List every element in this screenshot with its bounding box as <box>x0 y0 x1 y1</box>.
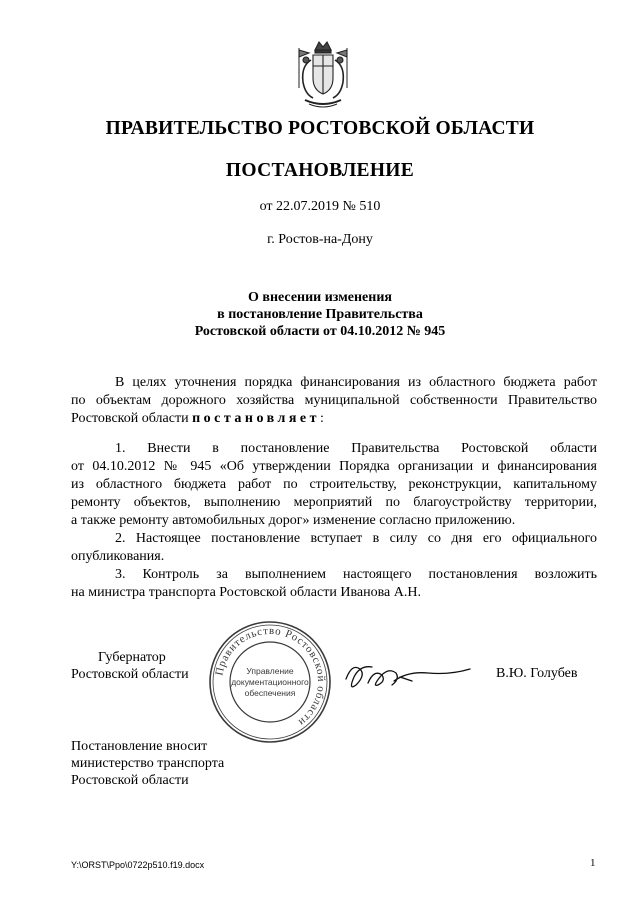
preamble-colon: : <box>320 411 324 426</box>
subject-line: О внесении изменения <box>248 290 392 305</box>
handwritten-signature <box>338 655 478 695</box>
decree-word: постановляет <box>192 411 321 426</box>
preamble-line: по объектам дорожного хозяйства муниципальной собственности Правительство <box>71 393 597 408</box>
item-line: 1. Внести в постановление Правительства Ростовской области <box>115 441 597 456</box>
introduced-by-line: Ростовской области <box>71 773 189 788</box>
document-date-number: от 22.07.2019 № 510 <box>259 199 381 214</box>
position-line: Губернатор <box>98 650 166 665</box>
signatory-position <box>71 649 189 683</box>
coat-of-arms-icon <box>291 38 355 110</box>
government-title: ПРАВИТЕЛЬСТВО РОСТОВСКОЙ ОБЛАСТИ <box>105 118 535 139</box>
preamble-line-text: Ростовской области <box>71 411 193 426</box>
file-path: Y:\ORST\Ppo\0722p510.f19.docx <box>71 860 205 870</box>
introduced-by <box>71 738 224 789</box>
item-line: а также ремонту автомобильных дорог» изменение согласно приложению. <box>71 513 516 528</box>
introduced-by-line: Постановление вносит <box>71 739 208 754</box>
svg-text:Правительство Ростовской облас: Правительство Ростовской области <box>213 624 328 729</box>
document-subject <box>0 289 640 340</box>
item-line: опубликования. <box>71 549 165 564</box>
item-line: 2. Настоящее постановление вступает в силу со дня его официального <box>115 531 597 546</box>
item-line: на министра транспорта Ростовской области Иванова А.Н. <box>71 585 421 600</box>
subject-line: в постановление Правительства <box>217 307 423 322</box>
svg-text:Управление: Управление <box>246 666 294 676</box>
position-line: Ростовской области <box>71 667 189 682</box>
item-line: ремонту объектов, выполнению мероприятий по благоустройству территории, <box>71 495 597 510</box>
item-2 <box>71 530 597 566</box>
official-seal <box>205 618 335 746</box>
document-city: г. Ростов-на-Дону <box>267 232 373 247</box>
preamble <box>71 374 597 428</box>
svg-text:документационного: документационного <box>231 677 309 687</box>
item-3 <box>71 566 597 602</box>
item-line: от 04.10.2012 № 945 «Об утверждении Порядка организации и финансирования <box>71 459 597 474</box>
item-line: из областного бюджета работ по строительству, реконструкции, капитальному <box>71 477 597 492</box>
introduced-by-line: министерство транспорта <box>71 756 225 771</box>
document-type: ПОСТАНОВЛЕНИЕ <box>225 160 415 181</box>
preamble-line: В целях уточнения порядка финансирования из областного бюджета работ <box>115 375 597 390</box>
preamble-line <box>71 410 597 428</box>
subject-line: Ростовской области от 04.10.2012 № 945 <box>194 324 446 339</box>
item-1 <box>71 440 597 530</box>
signatory-name: В.Ю. Голубев <box>496 666 578 681</box>
svg-text:обеспечения: обеспечения <box>244 688 296 698</box>
page-number: 1 <box>590 857 596 869</box>
item-line: 3. Контроль за выполнением настоящего постановления возложить <box>115 567 597 582</box>
